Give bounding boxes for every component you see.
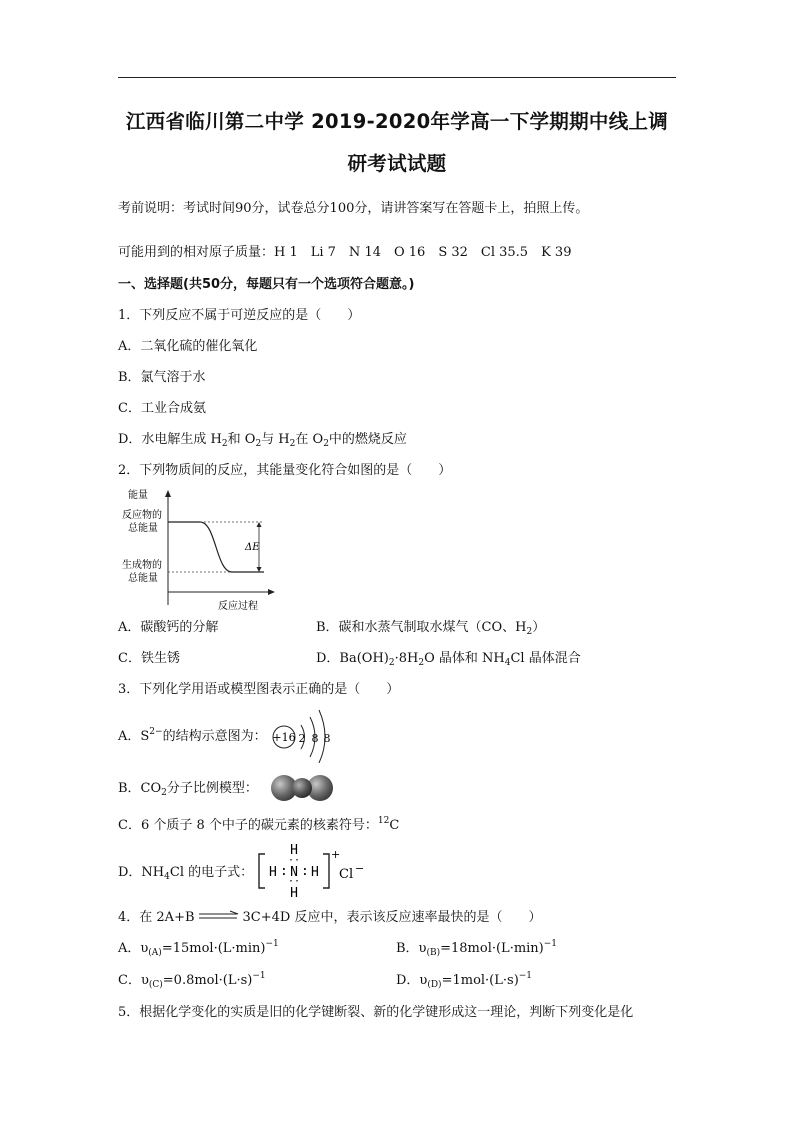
section-heading: 一、选择题(共50分，每题只有一个选项符合题意。) [118, 277, 415, 292]
q4-option-d: D．$\upsilon_{(D)}=1mol\cdot(L\cdot s)^{-1}$ [396, 971, 533, 990]
question-3-stem: 3．下列化学用语或模型图表示正确的是（ ） [118, 682, 400, 697]
page-title-line2: 研考试试题 [347, 152, 447, 175]
left-electron-pair: : [280, 864, 288, 879]
question-2-stem: 2．下列物质间的反应，其能量变化符合如图的是（ ） [118, 463, 452, 478]
right-electron-pair: : [301, 864, 309, 879]
question-1-stem: 1．下列反应不属于可逆反应的是（ ） [118, 308, 361, 323]
exam-instructions: 考前说明：考试时间90分，试卷总分100分，请讲答案写在答题卡上，拍照上传。 [118, 201, 589, 216]
nitrogen-atom: N [290, 865, 298, 880]
atomic-masses: 可能用到的相对原子质量：H 1 Li 7 N 14 O 16 S 32 Cl 35.5 K 39 [118, 245, 572, 260]
top-electron-pair: ·· [287, 855, 301, 866]
question-4-stem: 4．在 2A+B 3C+4D 反应中，表示该反应速率最快的是（ ） [118, 910, 542, 925]
s2-atom-structure-diagram [270, 707, 336, 763]
q2-option-b: B．碳和水蒸气制取水煤气（CO、$H_2$） [316, 620, 546, 637]
q3-option-c: C．6 个质子 8 个中子的碳元素的核素符号：$^{12}$C [118, 816, 400, 833]
x-axis-label: 反应过程 [218, 601, 258, 612]
q4-option-c: C．$\upsilon_{(C)}=0.8mol\cdot(L\cdot s)^{-1}$ [118, 971, 266, 990]
product-label-2: 总能量 [128, 573, 158, 584]
q2-option-a: A．碳酸钙的分解 [118, 620, 219, 635]
atom-sphere-center [292, 778, 312, 798]
q2-option-c: C．铁生锈 [118, 651, 180, 666]
top-hydrogen: H [290, 843, 298, 858]
y-axis-label: 能量 [128, 490, 148, 501]
delta-e-label: ΔE [245, 542, 260, 553]
right-bracket [323, 854, 329, 888]
energy-diagram [118, 487, 278, 613]
nh4cl-electron-formula [255, 840, 365, 902]
header-rule [118, 77, 676, 78]
reaction-arrow-icon [197, 910, 241, 922]
product-label-1: 生成物的 [122, 560, 162, 571]
co2-space-filling-model [268, 773, 336, 803]
q4-option-a: A．$\upsilon_{(A)}=15mol\cdot(L\cdot\min)^{-1}$ [118, 939, 279, 958]
q1-option-d: D．水电解生成 $H_2$和 $O_2$与 $H_2$在 $O_2$中的燃烧反应 [118, 432, 407, 449]
q1-option-b: B．氯气溶于水 [118, 370, 206, 385]
y-axis-arrow [165, 490, 171, 497]
q3-option-b: B．$CO_2$分子比例模型： [118, 781, 258, 798]
page-title: 江西省临川第二中学 2019-2020年学高一下学期期中线上调 [125, 110, 669, 133]
question-5-stem: 5．根据化学变化的实质是旧的化学键断裂、新的化学键形成这一理论，判断下列变化是化 [118, 1005, 634, 1020]
shell-2-electrons: 8 [311, 732, 319, 745]
x-axis-arrow [268, 589, 275, 595]
q4-option-b: B．$\upsilon_{(B)}=18mol\cdot(L\cdot\min)^{-1}$ [396, 939, 558, 958]
reactant-label-2: 总能量 [128, 523, 158, 534]
shell-1-electrons: 2 [298, 732, 306, 745]
right-hydrogen: H [311, 865, 319, 880]
bottom-hydrogen: H [290, 886, 298, 901]
q1-option-a: A．二氧化硫的催化氧化 [118, 339, 258, 354]
shell-3-electrons: 8 [323, 732, 331, 745]
reactant-label-1: 反应物的 [122, 510, 162, 521]
q2-option-d: D．$Ba(OH)_2\cdot 8H_2O$ 晶体和 $NH_4Cl$ 晶体混合 [316, 651, 581, 668]
q3-option-d: D．$NH_4Cl$ 的电子式： [118, 865, 254, 882]
q3-option-a: A．$S^{2-}$的结构示意图为： [118, 727, 267, 744]
anion-charge: − [355, 862, 365, 875]
left-hydrogen: H [269, 865, 277, 880]
chloride-symbol: Cl [339, 867, 354, 882]
q1-option-c: C．工业合成氨 [118, 401, 206, 416]
nucleus-charge: +16 [272, 731, 296, 744]
cation-charge: + [331, 848, 341, 861]
left-bracket [259, 854, 265, 888]
bottom-electron-pair: ·· [287, 876, 301, 887]
